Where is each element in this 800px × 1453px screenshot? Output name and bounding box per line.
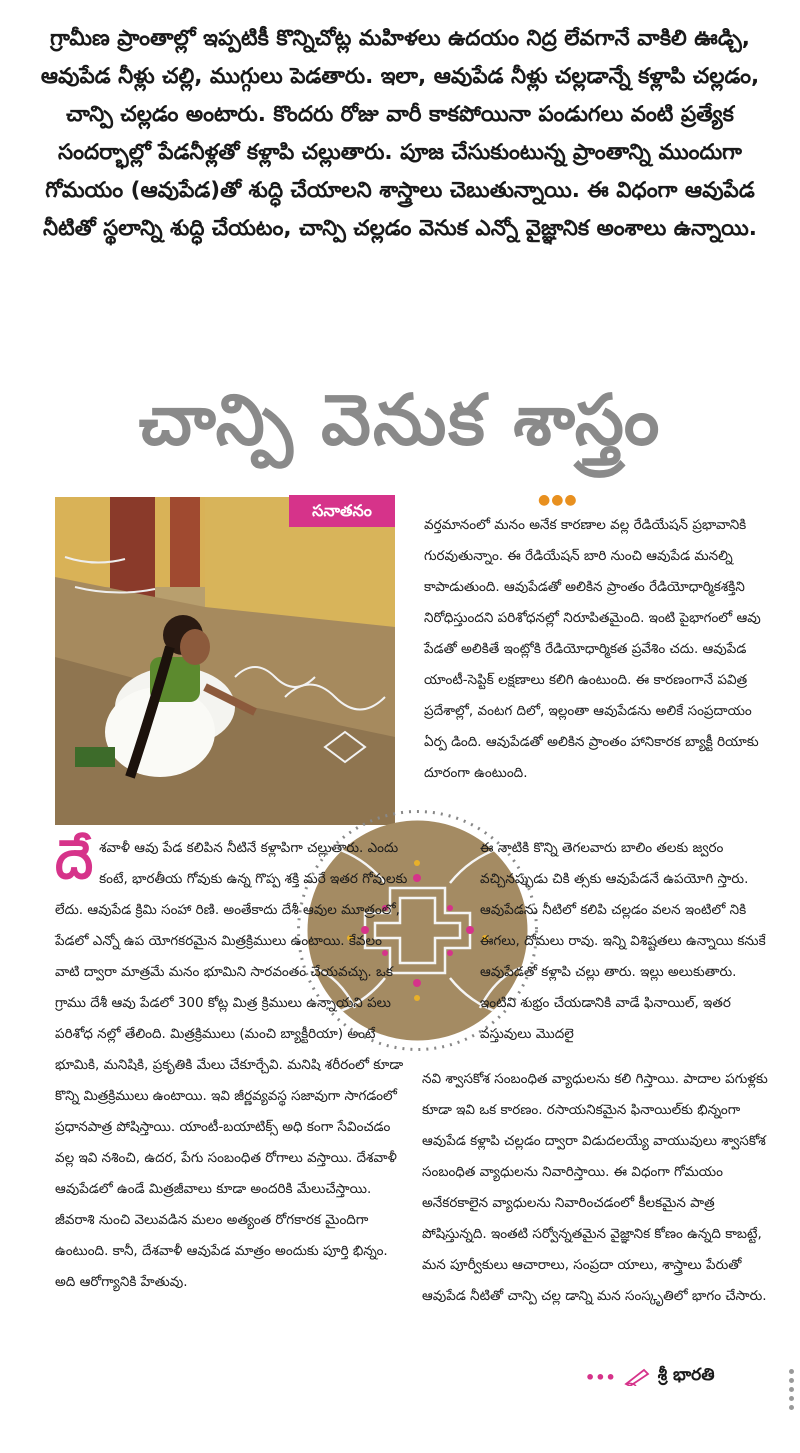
- author-name: శ్రీ భారతి: [657, 1365, 715, 1385]
- scroll-indicator[interactable]: [789, 1365, 795, 1420]
- woman-drawing-rangoli-photo: [55, 497, 395, 825]
- author-byline: [585, 1365, 765, 1389]
- headline: చాన్పి వెనుక శాస్త్రం: [138, 379, 662, 461]
- left-column-text: శవాళీ ఆవు పేడ కలిపిన నీటినే కళ్లాపిగా చల్లుతారు. ఎందు కంటే, భారతీయ గోవుకు ఉన్న గొప్ప శక్తి మరే ఇతర గోవులకు లేదు. ఆవుపేడ క్రిమి సంహా రిణి. అంతేకాదు దేశీ ఆవుల మూత్రంలో, పేడలో ఎన్నో ఉప యోగకరమైన మిత్రక్రిములు ఉంటాయి. కేవలం వాటి ద్వారా మాత్రమే మనం భూమిని సారవంతం చేయవచ్చు. ఒక గ్రాము దేశీ ఆవు పేడలో 300 కోట్ల మిత్ర క్రిములు ఉన్నాయని పలు పరిశోధ నల్లో తేలింది. మిత్రక్రిములు (మంచి బ్యాక్టీరియా) అంటే భూమికి, మనిషికి, ప్రకృతికి మేలు చేకూర్చేవి. మనిషి శరీరంలో కూడా కొన్ని మిత్రక్రిములు ఉంటాయి. ఇవి జీర్ణవ్యవస్థ సజావుగా సాగడంలో ప్రధానపాత్ర పోషిస్తాయి. యాంటీ-బయాటిక్స్ అధి కంగా సేవించడం వల్ల ఇవి నశించి, ఉదర, పేగు సంబంధిత రోగాలు వస్తాయి. దేశవాళీ ఆవుపేడలో ఉండే మిత్రజీవాలు కూడా అందరికి మేలుచేస్తాయి. జీవరాశి నుంచి వెలువడిన మలం అత్యంత రోగకారక మైందిగా ఉంటుంది. కానీ, దేశవాళీ ఆవుపేడ మాత్రం అందుకు పూర్తి భిన్నం. అది ఆరోగ్యానికి హేతువు.: [55, 840, 408, 1290]
- article-column-right-top: వర్తమానంలో మనం అనేక కారణాల వల్ల రేడియేషన్ ప్రభావానికి గురవుతున్నాం. ఈ రేడియేషన్ బారి నుంచి ఆవుపేడ మనల్ని కాపాడుతుంది. ఆవుపేడతో అలికిన ప్రాంతం రేడియోధార్మికశక్తిని నిరోధిస్తుందని పరిశోధనల్లో నిరూపితమైంది. ఇంటి పైభాగంలో ఆవు పేడతో అలికితే ఇంట్లోకి రేడియోధార్మికత ప్రవేశిం చదు. ఆవుపేడ యాంటీ-సెప్టిక్ లక్షణాలు కలిగి ఉంటుంది. ఈ కారణంగానే పవిత్ర ప్రదేశాల్లో, వంటగ దిలో, ఇల్లంతా ఆవుపేడను అలికే సంప్రదాయం ఏర్ప డింది. ఆవుపేడతో అలికిన ప్రాంతం హానికారక బ్యాక్టీ రియాకు దూరంగా ఉంటుంది.: [424, 517, 761, 781]
- intro-paragraph: గ్రామీణ ప్రాంతాల్లో ఇప్పటికీ కొన్నిచోట్ల మహిళలు ఉదయం నిద్ర లేవగానే వాకిలి ఊడ్చి, ఆవుపేడ నీళ్లు చల్లి, ముగ్గులు పెడతారు. ఇలా, ఆవుపేడ నీళ్లు చల్లడాన్నే కళ్లాపి చల్లడం, చాన్పి చల్లడం అంటారు. కొందరు రోజు వారీ కాకపోయినా పండుగలు వంటి ప్రత్యేక సందర్భాల్లో పేడనీళ్లతో కళ్లాపి చల్లుతారు. పూజ చేసుకుంటున్న ప్రాంతాన్ని ముందుగా గోమయం (ఆవుపేడ)తో శుద్ధి చేయాలని శాస్త్రాలు చెబుతున్నాయి. ఈ విధంగా ఆవుపేడ నీటితో స్థలాన్ని శుద్ధి చేయటం, చాన్పి చల్లడం వెనుక ఎన్నో వైజ్ఞానిక అంశాలు ఉన్నాయి.: [40, 26, 760, 241]
- section-tag: సనాతనం: [289, 495, 395, 527]
- byline-dots: •••: [585, 1367, 616, 1387]
- article-column-right-bottom: ఈ నాటికి కొన్ని తెగలవారు బాలిం తలకు జ్వరం వచ్చినప్పుడు చికి త్సకు ఆవుపేడనే ఉపయోగి స్తారు. ఆవుపేడను నీటిలో కలిపి చల్లడం వలన ఇంటిలో నికి ఈగలు, దోమలు రావు. ఇన్ని విశిష్టతలు ఉన్నాయి కనుకే ఆవుపేడతో కళ్లాపి చల్లు తారు. ఇల్లు అలుకుతారు. ఇంటిని శుభ్రం చేయడానికి వాడే ఫినాయిల్, ఇతర వస్తువులు మొదలై: [480, 840, 766, 1042]
- pen-icon: [624, 1368, 650, 1386]
- drop-cap: దే: [55, 828, 94, 891]
- decorative-dots: ●●●: [538, 492, 578, 508]
- article-column-right-bottom-continued: నవి శ్వాసకోశ సంబంధిత వ్యాధులను కలి గిస్తాయి. పాదాల పగుళ్లకు కూడా ఇవి ఒక కారణం. రసాయనికమైన ఫినాయిల్‌కు భిన్నంగా ఆవుపేడ కళ్లాపి చల్లడం ద్వారా విడుదలయ్యే వాయువులు శ్వాసకోశ సంబంధిత వ్యాధులను నివారిస్తాయి. ఈ విధంగా గోమయం అనేకరకాలైన వ్యాధులను నివారించడంలో కీలకమైన పాత్ర పోషిస్తున్నది. ఇంతటి సర్వోన్నతమైన వైజ్ఞానిక కోణం ఉన్నది కాబట్టే, మన పూర్వీకులు ఆచారాలు, సంప్రదా యాలు, శాస్త్రాలు పేరుతో ఆవుపేడ నీటితో చాన్పి చల్ల డాన్ని మన సంస్కృతిలో భాగం చేసారు.: [422, 1071, 768, 1304]
- article-column-left: [55, 828, 410, 1298]
